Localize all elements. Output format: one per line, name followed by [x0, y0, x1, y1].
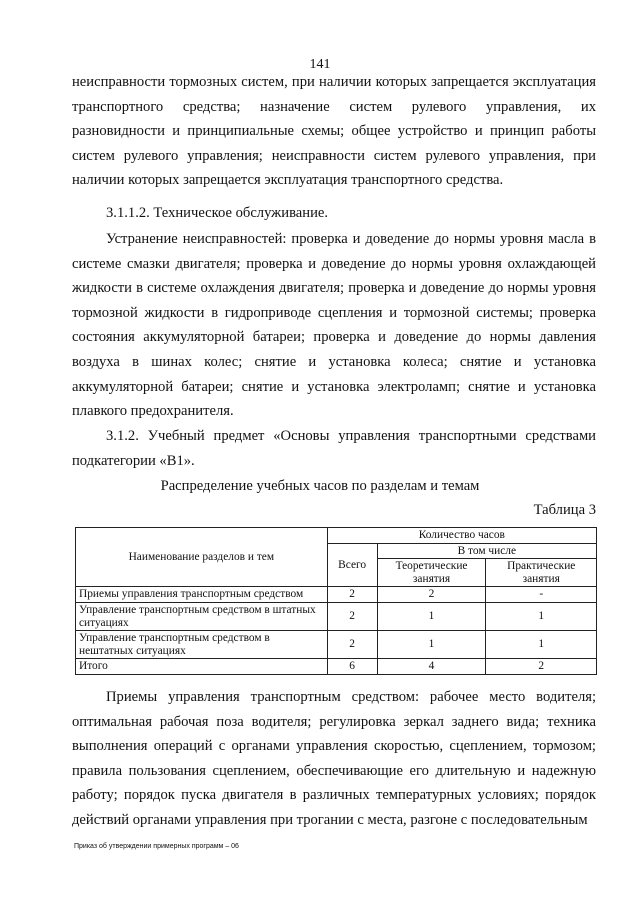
- table-caption: Распределение учебных часов по разделам и темам: [160, 478, 480, 494]
- row-name: Итого: [76, 659, 328, 675]
- row-name: Управление транспортным средством в нештатных ситуациях: [76, 631, 328, 659]
- row-practice: 2: [486, 659, 597, 675]
- header-total: Всего: [327, 543, 377, 587]
- row-name: Управление транспортным средством в штатных ситуациях: [76, 602, 328, 630]
- row-name: Приемы управления транспортным средством: [76, 587, 328, 603]
- header-theory: Теоретические занятия: [377, 559, 486, 587]
- row-practice: -: [486, 587, 597, 603]
- row-total: 2: [327, 631, 377, 659]
- row-theory: 2: [377, 587, 486, 603]
- row-total: 2: [327, 602, 377, 630]
- table-row: [76, 602, 597, 630]
- table-total-row: [76, 659, 597, 675]
- row-theory: 1: [377, 631, 486, 659]
- section-heading-subject: 3.1.2. Учебный предмет «Основы управления транспортными средствами подкатегории «В1».: [72, 428, 596, 469]
- row-practice: 1: [486, 602, 597, 630]
- paragraph-troubleshooting: Устранение неисправностей: проверка и доведение до нормы уровня масла в системе смазки двигателя; проверка и доведение до нормы уровня охлаждающей жидкости в системе охлаждения двигателя; проверка и доведение до нормы уровня тормозной жидкости в гидроприводе сцепления и тормозной системы; проверка состояния аккумуляторной батареи; проверка и доведение до нормы давления воздуха в шинах колес; снятие и установка колеса; снятие и установка аккумуляторной батареи; снятие и установка электроламп; снятие и установка плавкого предохранителя.: [72, 231, 596, 420]
- row-practice: 1: [486, 631, 597, 659]
- page-number: 141: [309, 57, 331, 72]
- paragraph-brakes-steering: неисправности тормозных систем, при наличии которых запрещается эксплуатация транспортного средства; назначение систем рулевого управления, их разновидности и принципиальные схемы; общее устройство и принцип работы систем рулевого управления; неисправности систем рулевого управления, при наличии которых запрещается эксплуатация транспортного средства.: [72, 74, 596, 189]
- header-including: В том числе: [377, 543, 596, 559]
- table-label: Таблица 3: [533, 502, 596, 518]
- table-header-row: [76, 528, 597, 544]
- header-name: Наименование разделов и тем: [76, 528, 328, 587]
- row-theory: 4: [377, 659, 486, 675]
- paragraph-control-techniques: Приемы управления транспортным средством: рабочее место водителя; оптимальная рабочая поза водителя; регулировка зеркал заднего вида; техника выполнения операций с органами управления скоростью, сцеплением, тормозом; правила пользования сцеплением, обеспечивающие его длительную и надежную работу; порядок пуска двигателя в различных температурных условиях; порядок действий органами управления при трогании с места, разгоне с последовательным: [72, 689, 596, 828]
- row-total: 6: [327, 659, 377, 675]
- footer-note: Приказ об утверждении примерных программ – 06: [74, 843, 239, 850]
- section-heading-maintenance: 3.1.1.2. Техническое обслуживание.: [106, 205, 328, 221]
- table-row: [76, 587, 597, 603]
- header-practice: Практические занятия: [486, 559, 597, 587]
- row-total: 2: [327, 587, 377, 603]
- row-theory: 1: [377, 602, 486, 630]
- header-hours: Количество часов: [327, 528, 596, 544]
- table-row: [76, 631, 597, 659]
- hours-table: [75, 527, 597, 675]
